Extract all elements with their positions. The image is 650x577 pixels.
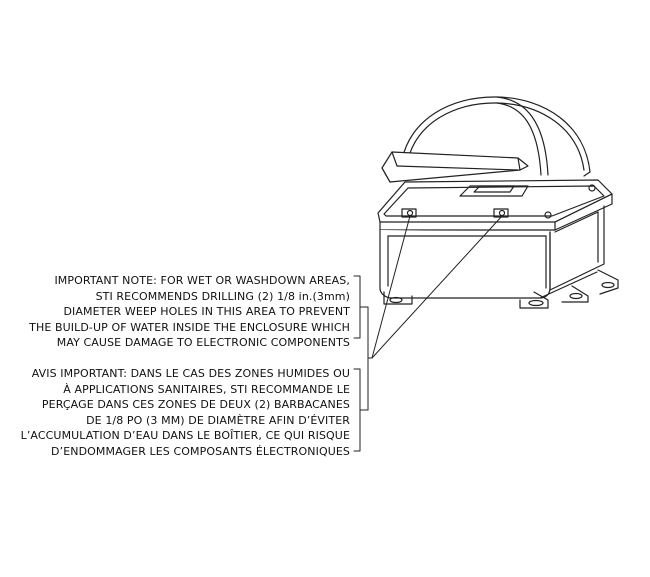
note-line: IMPORTANT NOTE: FOR WET OR WASHDOWN AREAS, [54,274,350,287]
note-line: À APPLICATIONS SANITAIRES, STI RECOMMANDE LE [63,382,350,396]
note-line: D’ENDOMMAGER LES COMPOSANTS ÉLECTRONIQUES [51,444,350,458]
note-line: L’ACCUMULATION D’EAU DANS LE BOÎTIER, CE QUI RISQUE [20,429,350,442]
note-line: AVIS IMPORTANT: DANS LE CAS DES ZONES HUMIDES OU [31,367,350,380]
english-weep-hole-note [29,273,350,351]
enclosure-top [378,180,612,230]
note-line: DE 1/8 PO (3 MM) DE DIAMÈTRE AFIN D’ÉVITER [86,413,350,427]
french-weep-hole-note [21,366,350,459]
note-line: DIAMETER WEEP HOLES IN THIS AREA TO PREVENT [63,305,350,318]
note-line: THE BUILD-UP OF WATER INSIDE THE ENCLOSURE WHICH [29,320,350,334]
note-line: PERÇAGE DANS CES ZONES DE DEUX (2) BARBACANES [41,398,350,411]
note-line: STI RECOMMENDS DRILLING (2) 1/8 in.(3mm) [95,289,350,303]
note-line: MAY CAUSE DAMAGE TO ELECTRONIC COMPONENTS [56,336,350,349]
